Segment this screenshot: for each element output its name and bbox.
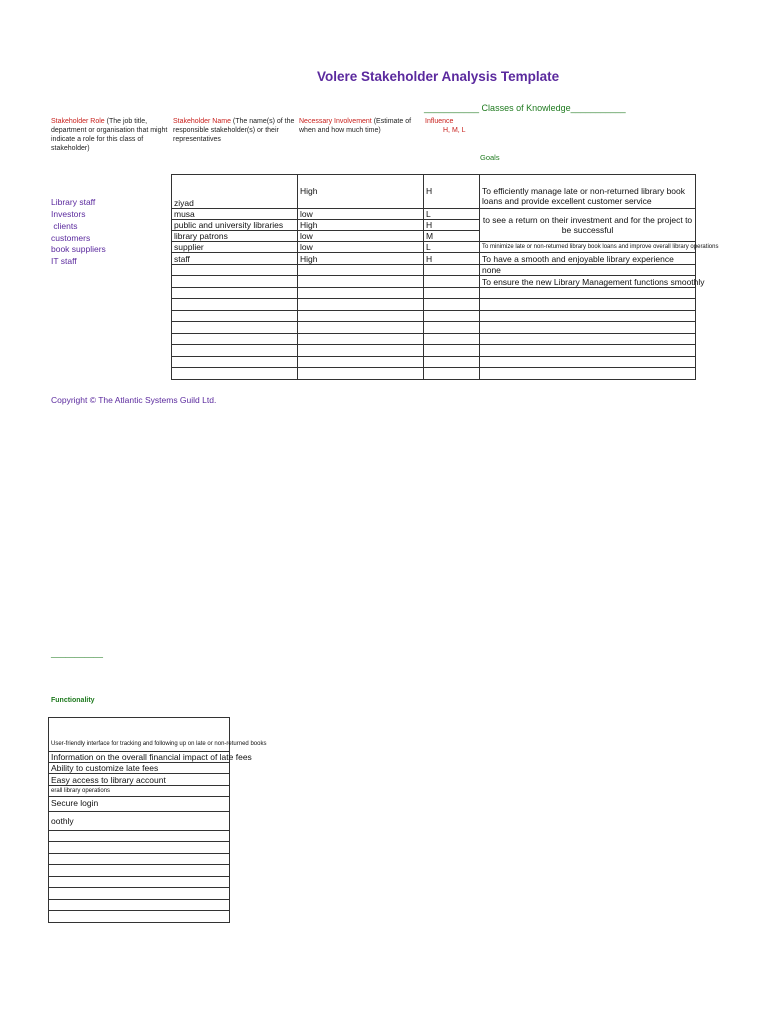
role-investors: Investors xyxy=(51,209,86,219)
page-title: Volere Stakeholder Analysis Template xyxy=(317,69,560,84)
header-influence-title: Influence xyxy=(425,118,454,125)
empty-cell[interactable] xyxy=(424,322,480,334)
empty-cell[interactable] xyxy=(298,288,424,299)
empty-cell[interactable] xyxy=(480,345,696,357)
involvement-cell[interactable]: low xyxy=(298,209,424,220)
empty-cell[interactable] xyxy=(424,311,480,322)
functionality-cell[interactable] xyxy=(49,831,230,842)
classes-of-knowledge-label: ___________ Classes of Knowledge___________ xyxy=(424,103,626,113)
involvement-cell[interactable] xyxy=(298,276,424,288)
table-row xyxy=(172,175,696,209)
table-row xyxy=(49,831,230,842)
empty-cell[interactable] xyxy=(424,288,480,299)
table-row xyxy=(172,334,696,345)
functionality-cell[interactable] xyxy=(49,842,230,854)
table-row xyxy=(172,209,696,220)
table-row xyxy=(172,242,696,253)
table-row xyxy=(49,812,230,831)
functionality-cell[interactable]: Ability to customize late fees xyxy=(49,763,230,774)
empty-cell[interactable] xyxy=(424,357,480,368)
empty-cell[interactable] xyxy=(424,334,480,345)
functionality-cell[interactable]: Easy access to library account xyxy=(49,774,230,786)
empty-cell[interactable] xyxy=(172,345,298,357)
table-row xyxy=(49,786,230,797)
empty-cell[interactable] xyxy=(480,299,696,311)
influence-cell[interactable]: H xyxy=(424,220,480,231)
involvement-cell[interactable]: low xyxy=(298,231,424,242)
empty-cell[interactable] xyxy=(172,357,298,368)
table-row xyxy=(172,265,696,276)
header-stakeholder-name xyxy=(173,117,297,144)
influence-cell[interactable]: L xyxy=(424,242,480,253)
influence-cell[interactable]: H xyxy=(424,175,480,209)
stakeholder-name-cell[interactable]: musa xyxy=(172,209,298,220)
role-customers: customers xyxy=(51,233,91,243)
influence-cell[interactable]: L xyxy=(424,209,480,220)
empty-cell[interactable] xyxy=(424,368,480,380)
table-row xyxy=(172,368,696,380)
table-row xyxy=(49,718,230,752)
goal-cell[interactable]: To have a smooth and enjoyable library experience xyxy=(480,253,696,265)
table-row xyxy=(172,357,696,368)
table-row xyxy=(49,911,230,923)
involvement-cell[interactable]: High xyxy=(298,175,424,209)
goal-cell[interactable]: To efficiently manage late or non-returned library book loans and provide excellent customer service xyxy=(480,175,696,209)
involvement-cell[interactable]: High xyxy=(298,220,424,231)
header-influence xyxy=(425,117,477,135)
stakeholder-name-cell[interactable]: ziyad xyxy=(172,175,298,209)
table-row xyxy=(172,322,696,334)
influence-cell[interactable]: M xyxy=(424,231,480,242)
functionality-cell[interactable]: User-friendly interface for tracking and following up on late or non-returned books xyxy=(49,718,230,752)
role-it-staff: IT staff xyxy=(51,256,77,266)
table-row xyxy=(49,763,230,774)
table-row xyxy=(49,865,230,877)
empty-cell[interactable] xyxy=(424,345,480,357)
stakeholder-name-cell[interactable] xyxy=(172,276,298,288)
functionality-cell[interactable]: erall library operations xyxy=(49,786,230,797)
empty-cell[interactable] xyxy=(298,368,424,380)
header-name-title: Stakeholder Name xyxy=(173,118,231,125)
stakeholder-table xyxy=(171,174,719,380)
functionality-cell[interactable] xyxy=(49,865,230,877)
table-row xyxy=(49,877,230,888)
empty-cell[interactable] xyxy=(298,322,424,334)
empty-cell[interactable] xyxy=(172,311,298,322)
empty-cell[interactable] xyxy=(480,322,696,334)
table-row xyxy=(49,752,230,763)
functionality-cell[interactable]: oothly xyxy=(49,812,230,831)
empty-cell[interactable] xyxy=(480,334,696,345)
empty-cell[interactable] xyxy=(172,368,298,380)
empty-cell[interactable] xyxy=(424,299,480,311)
empty-cell[interactable] xyxy=(480,357,696,368)
empty-cell[interactable] xyxy=(298,357,424,368)
empty-cell[interactable] xyxy=(480,311,696,322)
empty-cell[interactable] xyxy=(172,288,298,299)
table-row xyxy=(172,311,696,322)
table-row xyxy=(49,854,230,865)
header-influence-scale: H, M, L xyxy=(443,127,466,134)
empty-cell[interactable] xyxy=(298,334,424,345)
functionality-cell[interactable]: Secure login xyxy=(49,797,230,812)
empty-cell[interactable] xyxy=(172,322,298,334)
empty-cell[interactable] xyxy=(480,368,696,380)
underline-mark: ___________ xyxy=(51,648,104,658)
stakeholder-name-cell[interactable]: supplier xyxy=(172,242,298,253)
empty-cell[interactable] xyxy=(172,334,298,345)
empty-cell[interactable] xyxy=(298,299,424,311)
header-involvement-desc: (Estimate of when and how much time) xyxy=(299,118,412,134)
header-stakeholder-role xyxy=(51,117,171,153)
goals-label: Goals xyxy=(480,153,500,162)
stakeholder-name-cell[interactable] xyxy=(172,265,298,276)
goal-cell[interactable]: To minimize late or non-returned library book loans and improve overall library operations xyxy=(480,242,696,253)
header-involvement-title: Necessary Involvement xyxy=(299,118,372,125)
influence-cell[interactable] xyxy=(424,265,480,276)
functionality-cell[interactable] xyxy=(49,911,230,923)
copyright-notice: Copyright © The Atlantic Systems Guild Ltd. xyxy=(51,395,217,405)
influence-cell[interactable] xyxy=(424,276,480,288)
table-row xyxy=(172,345,696,357)
empty-cell[interactable] xyxy=(298,345,424,357)
stakeholder-name-cell[interactable]: public and university libraries xyxy=(172,220,298,231)
empty-cell[interactable] xyxy=(172,299,298,311)
involvement-cell[interactable]: High xyxy=(298,253,424,265)
functionality-table xyxy=(48,717,267,923)
goal-cell[interactable]: To ensure the new Library Management functions smoothly xyxy=(480,276,696,288)
header-involvement xyxy=(299,117,421,135)
table-row xyxy=(172,299,696,311)
stakeholder-name-cell[interactable]: staff xyxy=(172,253,298,265)
stakeholder-name-cell[interactable]: library patrons xyxy=(172,231,298,242)
empty-cell[interactable] xyxy=(480,288,696,299)
header-role-desc: (The job title, department or organisation that might indicate a role for this class of stakeholder) xyxy=(51,118,168,152)
goal-cell[interactable]: none xyxy=(480,265,696,276)
table-row xyxy=(49,900,230,911)
header-name-desc: (The name(s) of the responsible stakeholder(s) or their representatives xyxy=(173,118,295,143)
table-row xyxy=(49,842,230,854)
functionality-cell[interactable]: Information on the overall financial impact of late fees xyxy=(49,752,230,763)
table-row xyxy=(172,276,696,288)
functionality-cell[interactable] xyxy=(49,854,230,865)
table-row xyxy=(172,288,696,299)
table-row xyxy=(49,774,230,786)
functionality-cell[interactable] xyxy=(49,888,230,900)
functionality-cell[interactable] xyxy=(49,877,230,888)
table-row xyxy=(49,797,230,812)
functionality-label: Functionality xyxy=(51,697,95,704)
role-clients: clients xyxy=(51,221,78,231)
role-book-suppliers: book suppliers xyxy=(51,244,106,254)
involvement-cell[interactable]: low xyxy=(298,242,424,253)
role-library-staff: Library staff xyxy=(51,197,96,207)
empty-cell[interactable] xyxy=(298,311,424,322)
table-row xyxy=(49,888,230,900)
influence-cell[interactable]: H xyxy=(424,253,480,265)
table-row xyxy=(172,253,696,265)
involvement-cell[interactable] xyxy=(298,265,424,276)
functionality-cell[interactable] xyxy=(49,900,230,911)
header-role-title: Stakeholder Role xyxy=(51,118,105,125)
goal-cell[interactable]: to see a return on their investment and for the project to be successful xyxy=(480,209,696,242)
